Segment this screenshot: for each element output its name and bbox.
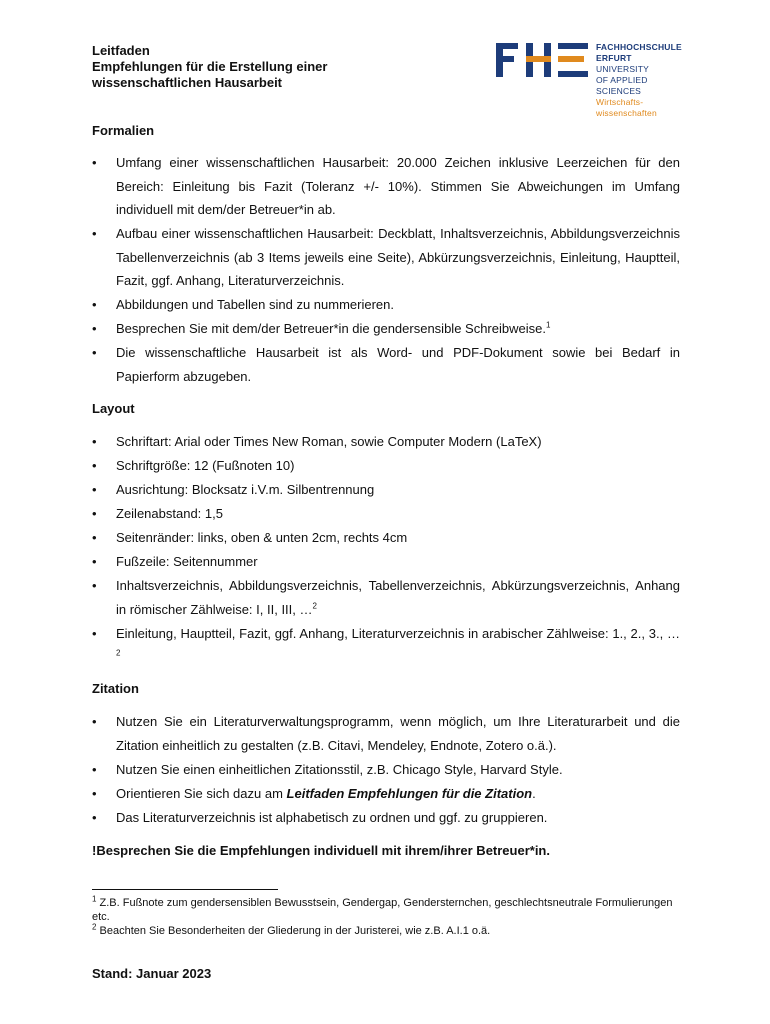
item-text: Ausrichtung: Blocksatz i.V.m. Silbentrennung	[116, 482, 375, 497]
item-text: Fußzeile: Seitennummer	[116, 554, 258, 569]
logo-line-2	[596, 53, 686, 75]
list-item	[92, 710, 680, 757]
bullet: •	[92, 345, 97, 360]
bullet: •	[92, 506, 97, 521]
item-text: Das Literaturverzeichnis ist alphabetisch zu ordnen und ggf. zu gruppieren.	[116, 809, 548, 825]
list-item	[92, 151, 680, 222]
footnote-2-marker: 2	[92, 922, 97, 932]
list-item	[92, 454, 680, 478]
item-text: Aufbau einer wissenschaftlichen Hausarbeit: Deckblatt, Inhaltsverzeichnis, Abbildungsverzeichnis Tabellenverzeichnis (ab 3 Items jeweils eine Seite), Abkürzungsverzeichnis, Einleitung, Hauptteil, Fazit, ggf. Anhang, Literaturverzeichnis.	[116, 226, 680, 288]
bullet: •	[92, 809, 97, 825]
footnote-2-text: Beachten Sie Besonderheiten der Gliederung in der Juristerei, wie z.B. A.I.1 o.ä.	[96, 925, 491, 937]
item-text: Die wissenschaftliche Hausarbeit ist als Word- und PDF-Dokument sowie bei Bedarf in Papierform abzugeben.	[116, 345, 680, 384]
bullet: •	[92, 530, 97, 545]
logo-line-1: FACHHOCHSCHULE	[596, 42, 682, 52]
item-text: Abbildungen und Tabellen sind zu nummerieren.	[116, 297, 395, 312]
list-item	[92, 293, 680, 317]
heading-formalien: Formalien	[92, 123, 155, 138]
footnote-divider	[92, 889, 278, 890]
item-text: Zeilenabstand: 1,5	[116, 506, 223, 521]
logo-line-5: wissenschaften	[596, 108, 657, 118]
list-item	[92, 574, 680, 621]
citation-guide-link[interactable]: Leitfaden Empfehlungen für die Zitation	[286, 785, 533, 801]
item-text: Besprechen Sie mit dem/der Betreuer*in die gendersensible Schreibweise.	[116, 321, 546, 336]
list-item	[92, 222, 680, 293]
document-title	[92, 43, 327, 91]
bullet: •	[92, 226, 97, 241]
list-zitation	[92, 710, 680, 830]
footnote-1-text: Z.B. Fußnote zum gendersensiblen Bewusstsein, Gendergap, Gendersternchen, geschlechtsneutrale Formulierungen etc.	[92, 897, 673, 923]
logo-line-3: OF APPLIED SCIENCES	[596, 75, 648, 96]
list-layout	[92, 430, 680, 669]
title-line-3: wissenschaftlichen Hausarbeit	[92, 75, 283, 90]
footnote-2	[92, 924, 684, 938]
list-formalien	[92, 151, 680, 389]
list-item	[92, 478, 680, 502]
bullet: •	[92, 482, 97, 497]
list-item	[92, 341, 680, 388]
item-text: Orientieren Sie sich dazu am	[116, 785, 287, 801]
list-item	[92, 526, 680, 550]
item-text: Nutzen Sie einen einheitlichen Zitationsstil, z.B. Chicago Style, Harvard Style.	[116, 761, 563, 777]
item-text: Seitenränder: links, oben & unten 2cm, rechts 4cm	[116, 530, 408, 545]
bullet: •	[92, 434, 97, 449]
list-item	[92, 550, 680, 574]
footnote-ref-2[interactable]: 2	[312, 601, 317, 611]
footnote-ref-1[interactable]: 1	[545, 320, 551, 330]
bullet: •	[92, 714, 97, 729]
item-text: Schriftart: Arial oder Times New Roman, sowie Computer Modern (LaTeX)	[116, 434, 542, 449]
bullet: •	[92, 155, 97, 170]
title-line-2: Empfehlungen für die Erstellung einer	[92, 59, 328, 74]
fhe-logo-mark	[496, 43, 590, 77]
logo-line-4: Wirtschafts-	[596, 97, 644, 107]
list-item	[92, 782, 680, 806]
footnote-ref-2[interactable]: 2	[116, 648, 121, 658]
bullet: •	[92, 297, 97, 312]
list-item	[92, 502, 680, 526]
item-text: Umfang einer wissenschaftlichen Hausarbeit: 20.000 Zeichen inklusive Leerzeichen für den Bereich: Einleitung bis Fazit (Toleranz +/- 10%). Stimmen Sie Abweichungen im Umfang individuell mit dem/der Betreuer*in ab.	[116, 155, 680, 217]
bullet: •	[92, 625, 97, 641]
final-note: !Besprechen Sie die Empfehlungen individuell mit ihrem/ihrer Betreuer*in.	[92, 843, 550, 858]
item-text: Einleitung, Hauptteil, Fazit, ggf. Anhang, Literaturverzeichnis in arabischer Zählweise: 1., 2., 3., …	[116, 625, 680, 641]
item-text-suffix: .	[532, 785, 536, 801]
title-line-1: Leitfaden	[92, 43, 150, 58]
item-text: Inhaltsverzeichnis, Abbildungsverzeichnis, Tabellenverzeichnis, Abkürzungsverzeichnis, Anhang in römischer Zählweise: I, II, III, …	[116, 578, 680, 617]
item-text: Nutzen Sie ein Literaturverwaltungsprogramm, wenn möglich, um Ihre Literaturarbeit und die Zitation einheitlich zu gestalten (z.B. Citavi, Mendeley, Endnote, Zotero o.ä.).	[116, 714, 680, 753]
list-item	[92, 430, 680, 454]
logo-erfurt: ERFURT	[596, 53, 632, 63]
logo-text	[596, 42, 686, 119]
footnote-1	[92, 896, 684, 924]
footnote-1-marker: 1	[92, 894, 97, 904]
bullet: •	[92, 321, 97, 336]
fh-erfurt-logo	[496, 40, 686, 118]
list-item	[92, 622, 680, 669]
bullet: •	[92, 554, 97, 569]
bullet: •	[92, 761, 97, 777]
list-item	[92, 758, 680, 782]
bullet: •	[92, 578, 97, 593]
footnotes	[92, 896, 684, 938]
heading-zitation: Zitation	[92, 681, 139, 696]
document-date: Stand: Januar 2023	[92, 966, 212, 981]
bullet: •	[92, 785, 97, 801]
bullet: •	[92, 458, 97, 473]
list-item	[92, 806, 680, 830]
logo-university: UNIVERSITY	[596, 64, 650, 74]
list-item	[92, 317, 680, 341]
heading-layout: Layout	[92, 401, 135, 416]
item-text: Schriftgröße: 12 (Fußnoten 10)	[116, 458, 295, 473]
